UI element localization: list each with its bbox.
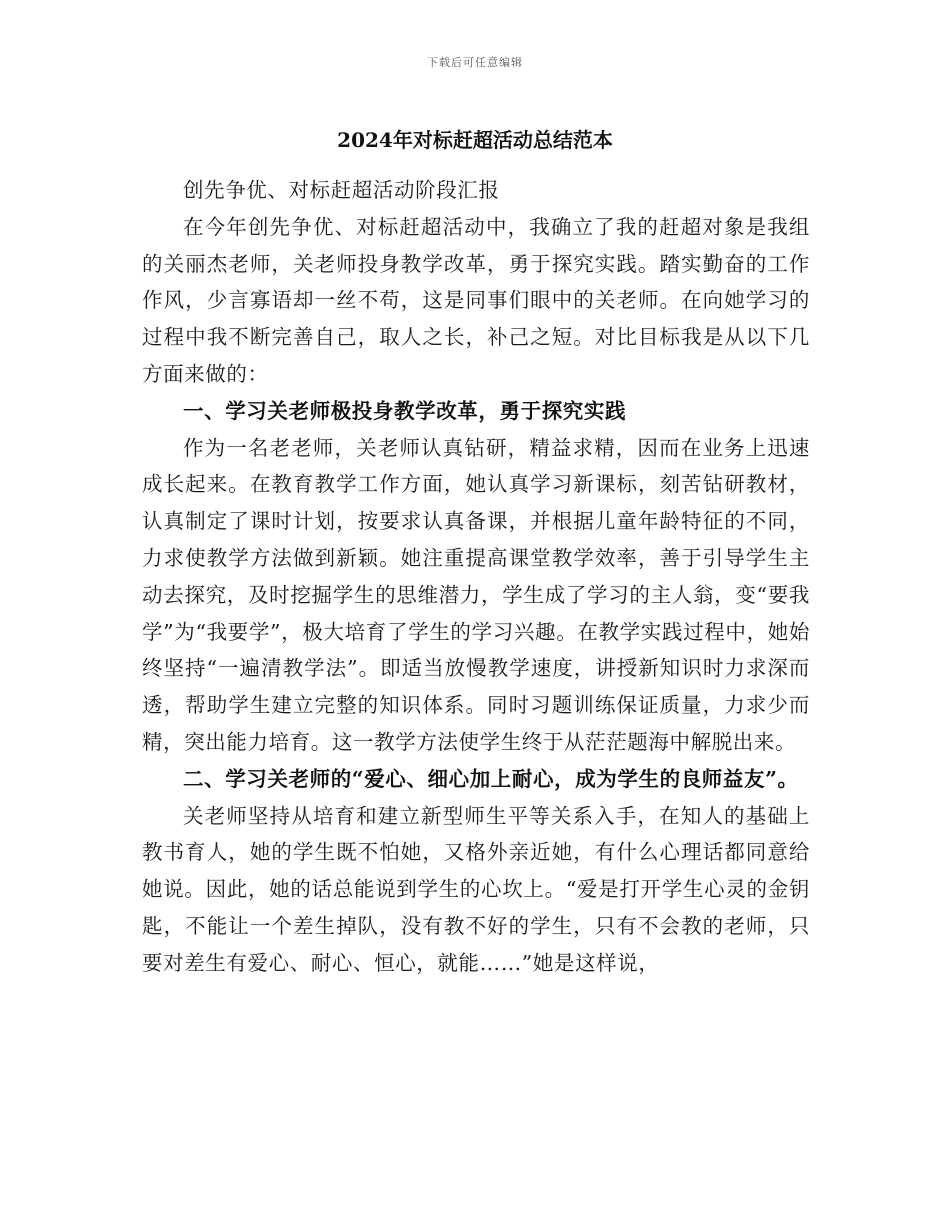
page-header-note: 下载后可任意编辑 xyxy=(427,56,523,69)
document-body xyxy=(142,172,810,982)
section-heading-2: 二、学习关老师的“爱心、细心加上耐心，成为学生的良师益友”。 xyxy=(183,766,799,791)
document-title: 2024年对标赶超活动总结范本 xyxy=(337,128,613,152)
paragraph-section-1: 作为一名老老师，关老师认真钻研，精益求精，因而在业务上迅速成长起来。在教育教学工作方面，她认真学习新课标，刻苦钻研教材，认真制定了课时计划，按要求认真备课，并根据儿童年龄特征的不同，力求使教学方法做到新颖。她注重提高课堂教学效率，善于引导学生主动去探究，及时挖掘学生的思维潜力，学生成了学习的主人翁，变“要我学”为“我要学”，极大培育了学生的学习兴趣。在教学实践过程中，她始终坚持“一遍清教学法”。即适当放慢教学速度，讲授新知识时力求深而透，帮助学生建立完整的知识体系。同时习题训练保证质量，力求少而精，突出能力培育。这一教学方法使学生终于从茫茫题海中解脱出来。 xyxy=(142,435,810,754)
paragraph-subtitle: 创先争优、对标赶超活动阶段汇报 xyxy=(183,178,500,202)
section-heading-1: 一、学习关老师极投身教学改革，勇于探究实践 xyxy=(183,398,627,423)
paragraph-section-2: 关老师坚持从培育和建立新型师生平等关系入手，在知人的基础上教书育人，她的学生既不怕她，又格外亲近她，有什么心理话都同意给她说。因此，她的话总能说到学生的心坎上。“爱是打开学生心灵的金钥匙，不能让一个差生掉队，没有教不好的学生，只有不会教的老师，只要对差生有爱心、耐心、恒心，就能……”她是这样说， xyxy=(142,803,810,975)
paragraph-intro: 在今年创先争优、对标赶超活动中，我确立了我的赶超对象是我组的关丽杰老师，关老师投身教学改革，勇于探究实践。踏实勤奋的工作作风，少言寡语却一丝不苟，这是同事们眼中的关老师。在向她学习的过程中我不断完善自己，取人之长，补己之短。对比目标我是从以下几方面来做的： xyxy=(142,214,810,386)
